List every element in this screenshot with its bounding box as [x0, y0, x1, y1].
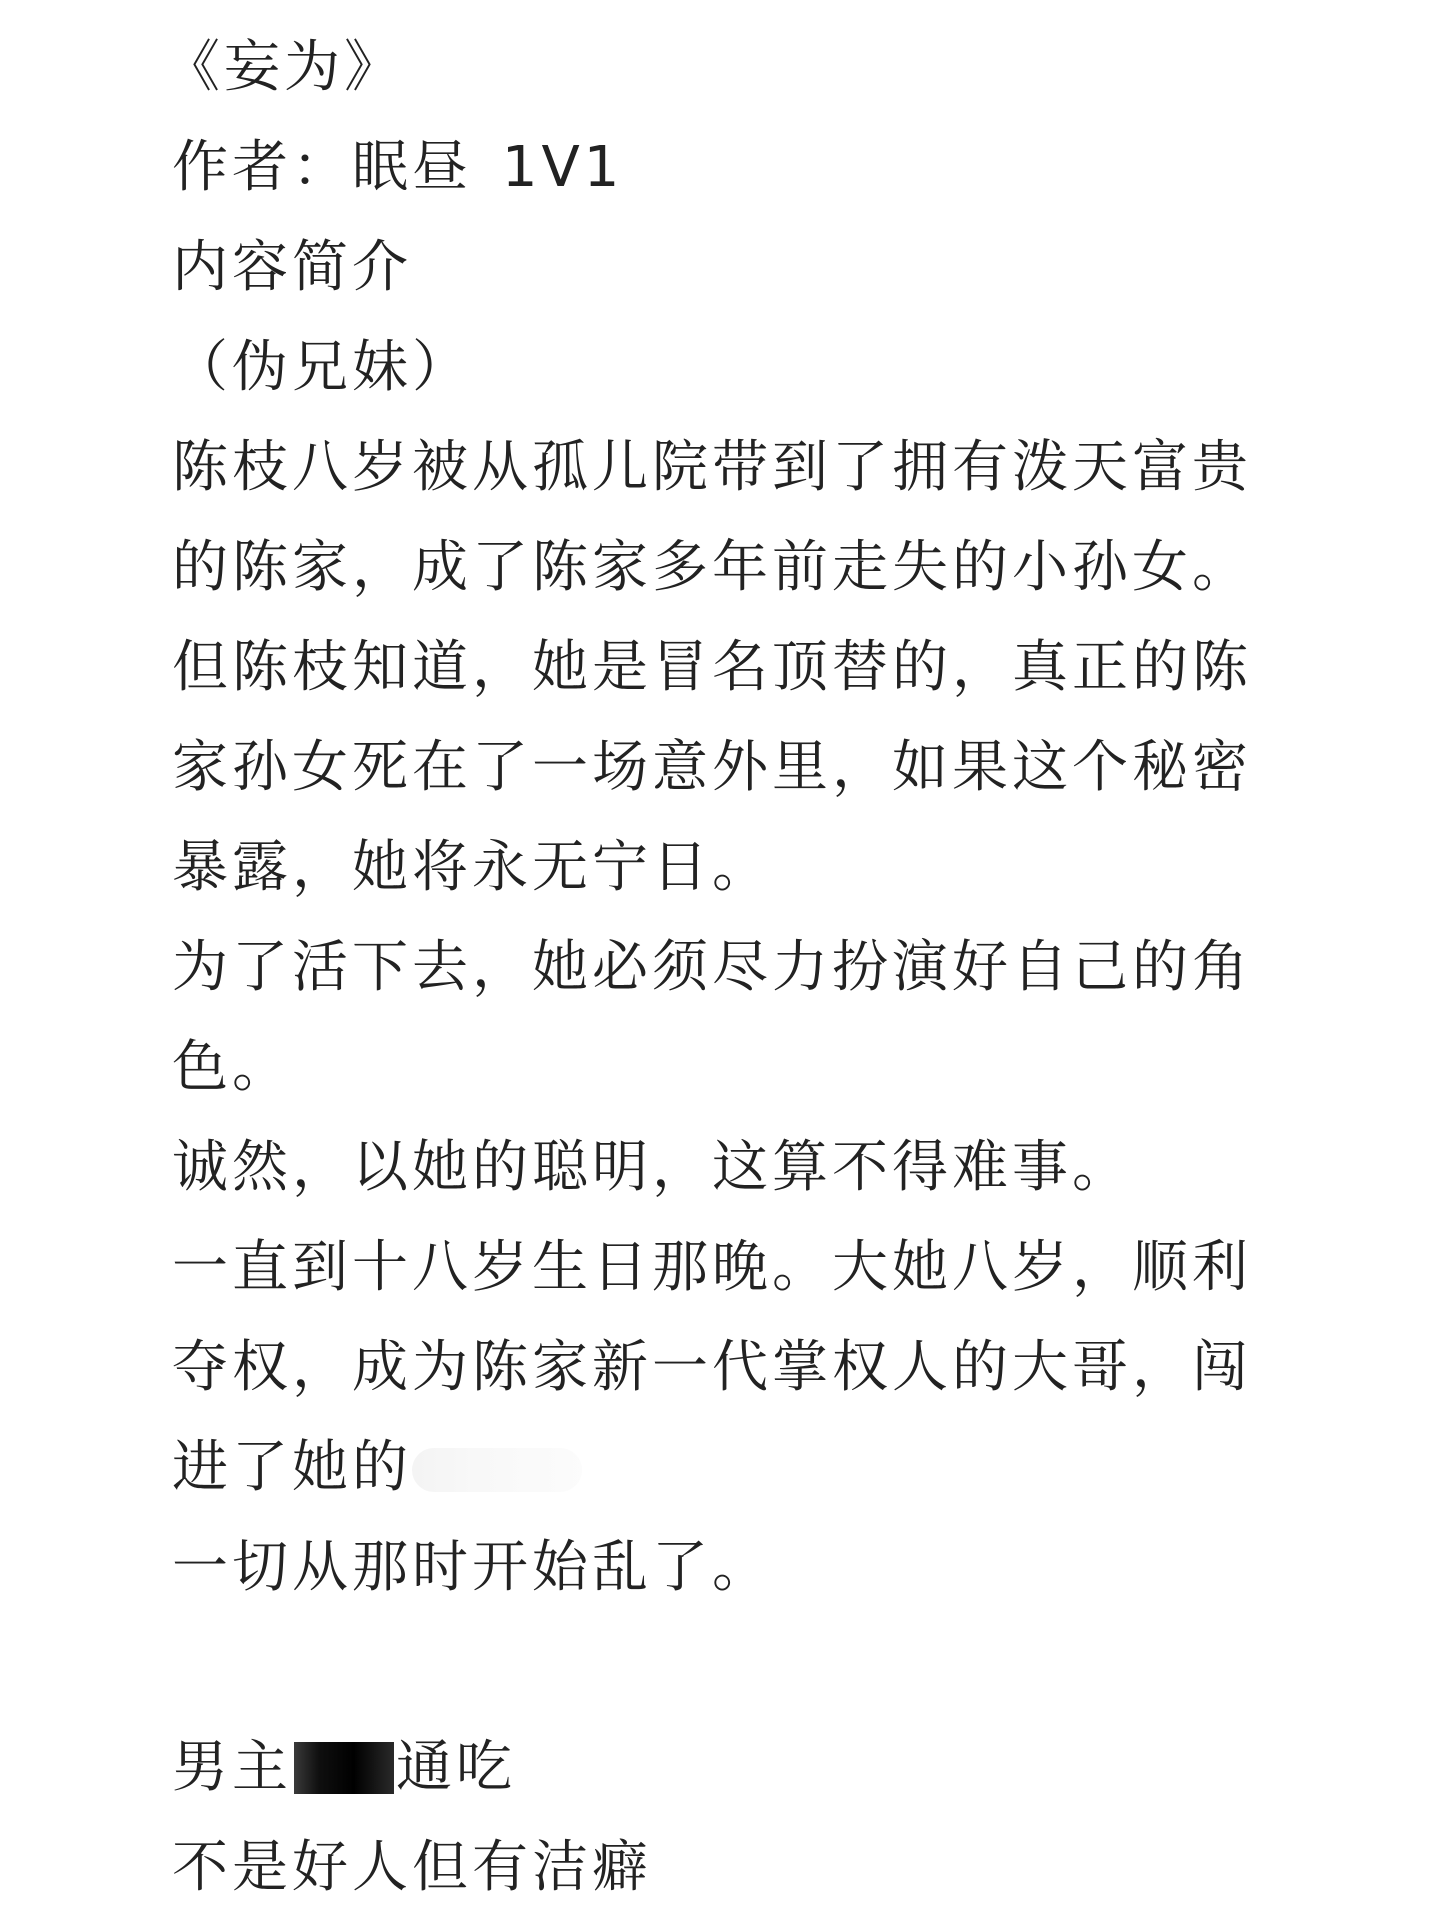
erased-text-smudge: [412, 1448, 582, 1492]
paragraph-line: 诚然，以她的聪明，这算不得难事。: [172, 1135, 1132, 1200]
genre-note: （伪兄妹）: [172, 335, 472, 400]
paragraph-line: 家孙女死在了一场意外里，如果这个秘密: [172, 735, 1252, 800]
obscured-line: [172, 1418, 1312, 1518]
obscured-line-text: 进了她的: [172, 1435, 412, 1500]
book-title: 《妄为》: [164, 35, 404, 100]
paragraph-line: 夺权，成为陈家新一代掌权人的大哥，闯: [172, 1335, 1252, 1400]
paragraph-line: 陈枝八岁被从孤儿院带到了拥有泼天富贵: [172, 435, 1252, 500]
paragraph-end-line: 一切从那时开始乱了。: [172, 1535, 772, 1600]
redaction-block: [294, 1742, 394, 1794]
paragraph-line: 一直到十八岁生日那晚。大她八岁，顺利: [172, 1235, 1252, 1300]
section-label: 内容简介: [172, 235, 412, 300]
paragraph-line: 但陈枝知道，她是冒名顶替的，真正的陈: [172, 635, 1252, 700]
paragraph-line: 的陈家，成了陈家多年前走失的小孙女。: [172, 535, 1252, 600]
blank-line: [172, 1618, 1312, 1718]
male-lead-prefix: 男主: [172, 1735, 292, 1800]
last-line: 不是好人但有洁癖: [172, 1835, 652, 1900]
author-line: [172, 118, 1312, 218]
male-lead-line: [172, 1718, 1312, 1818]
author-text: 作者：眠昼: [172, 135, 472, 200]
paragraph-line: 为了活下去，她必须尽力扮演好自己的角: [172, 935, 1252, 1000]
male-lead-suffix: 通吃: [396, 1735, 516, 1800]
paragraph-line: 色。: [172, 1035, 292, 1100]
document-body: [164, 18, 1312, 1918]
pairing-tag: 1V1: [501, 135, 624, 200]
paragraph-line: 暴露，她将永无宁日。: [172, 835, 772, 900]
